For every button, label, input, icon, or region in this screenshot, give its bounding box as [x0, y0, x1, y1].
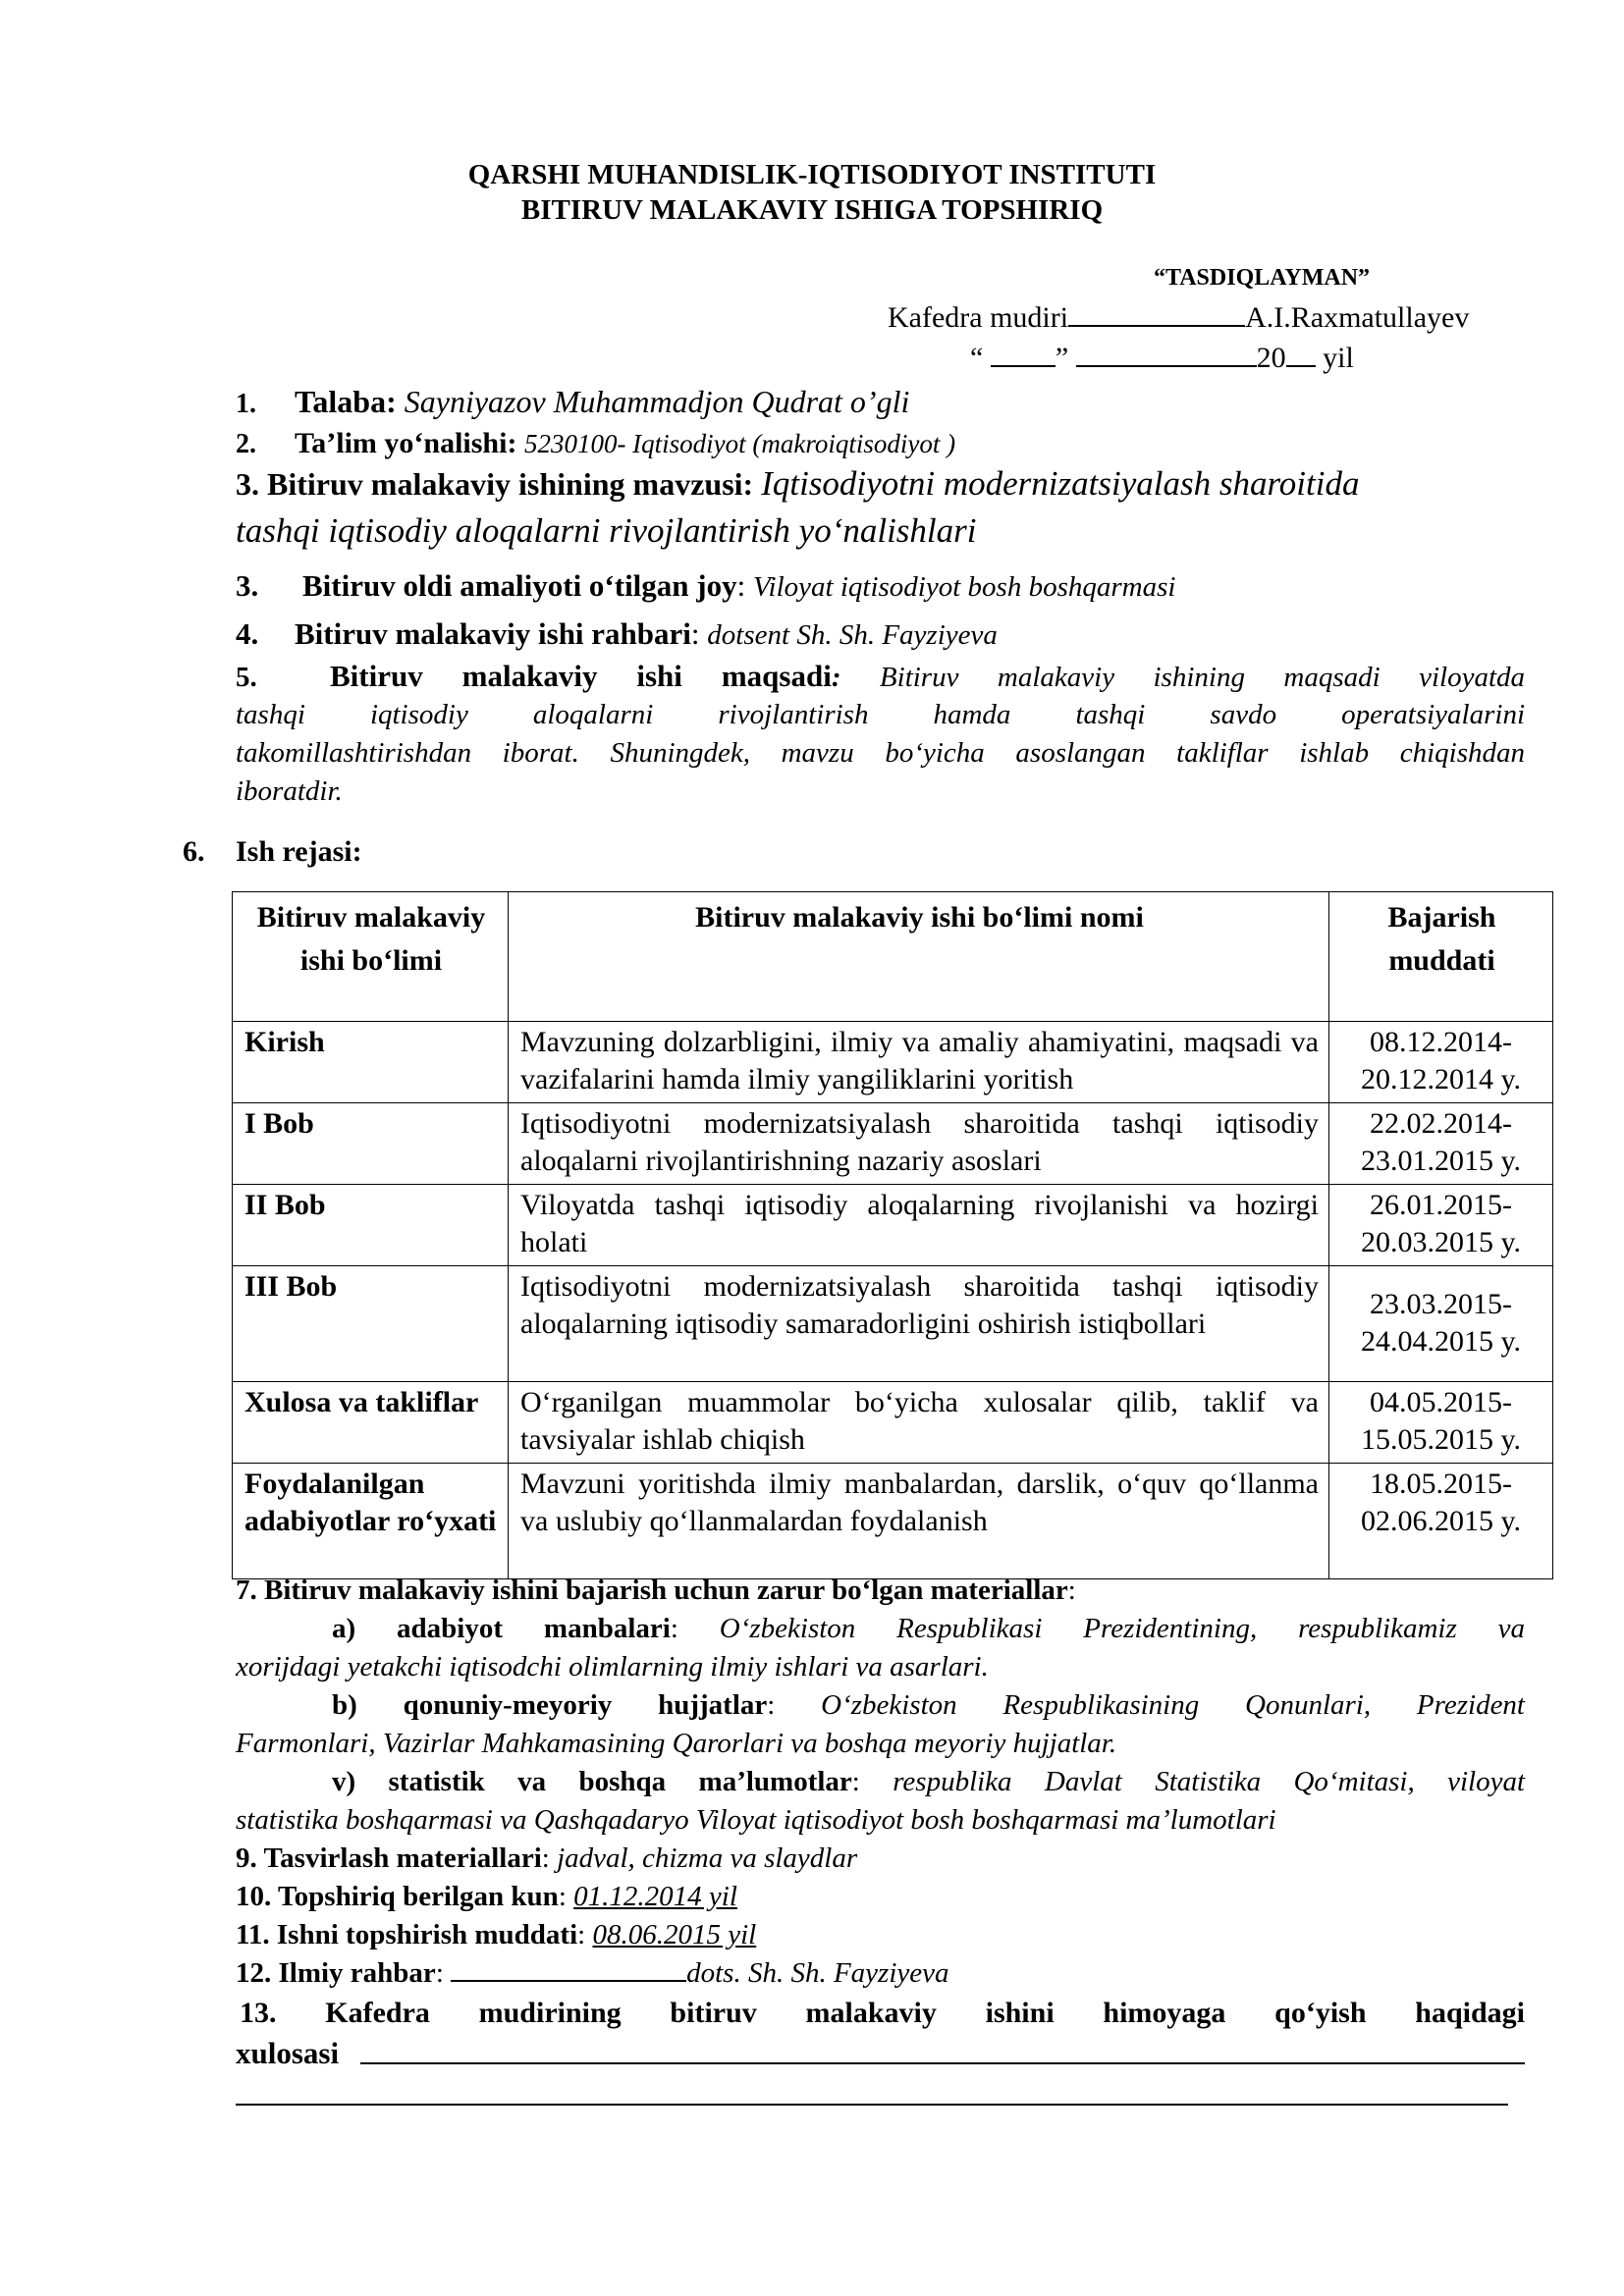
table-row [233, 1266, 1553, 1382]
term-cell: 22.02.2014-23.01.2015 y. [1329, 1103, 1553, 1185]
materials-heading [236, 1572, 1076, 1609]
signature-blank [1068, 299, 1245, 327]
table-row [233, 1103, 1553, 1185]
goal-line1 [236, 658, 1525, 696]
department-head-label: Kafedra mudiri [888, 301, 1069, 334]
title-cell: Iqtisodiyotni modernizatsiyalash sharoitida tashqi iqtisodiy aloqalarni rivojlantirishning nazariy asoslari [509, 1103, 1329, 1185]
visuals-line [236, 1840, 857, 1877]
item-direction [236, 425, 955, 463]
section-cell: Foydalanilgan adabiyotlar ro‘yxati [233, 1464, 509, 1579]
table-header-row [233, 892, 1553, 1022]
plan-heading [183, 833, 362, 871]
topic-value-line1: Iqtisodiyotni modernizatsiyalash sharoitida [761, 464, 1360, 503]
colon: : [558, 1881, 567, 1912]
issued-value: 01.12.2014 yil [573, 1881, 737, 1912]
section-cell: Xulosa va takliflar [233, 1382, 509, 1464]
issued-label: 10. Topshiriq berilgan kun [236, 1881, 559, 1912]
approval-stamp: “TASDIQLAYMAN” [1154, 265, 1371, 291]
advisor-value: dots. Sh. Sh. Fayziyeva [686, 1957, 949, 1989]
item-supervisor [236, 615, 998, 654]
issued-line [236, 1878, 737, 1915]
item-number: 4. [236, 616, 259, 651]
materials-a-label: a) adabiyot manbalari [332, 1613, 671, 1644]
colon: : [435, 1957, 444, 1989]
goal-text-line4: iboratdir. [236, 775, 343, 807]
materials-a-line1 [332, 1610, 1525, 1647]
close-quote: ” [1055, 342, 1069, 374]
visuals-value: jadval, chizma va slaydlar [557, 1842, 858, 1874]
document-title: BITIRUV MALAKAVIY ISHIGA TOPSHIRIQ [520, 194, 1104, 226]
colon: : [670, 1613, 678, 1644]
colon: : [541, 1842, 550, 1874]
item-practice [236, 567, 1175, 606]
goal-text-line3: takomillashtirishdan iborat. Shuningdek, mavzu bo‘yicha asoslangan takliflar ishlab chiqishdan [236, 737, 1525, 769]
section-cell: I Bob [233, 1103, 509, 1185]
title-cell: Mavzuning dolzarbligini, ilmiy va amaliy ahamiyatini, maqsadi va vazifalarini hamda ilmiy yangiliklarini yoritish [509, 1022, 1329, 1103]
deadline-value: 08.06.2015 yil [592, 1919, 757, 1950]
term-cell: 04.05.2015-15.05.2015 y. [1329, 1382, 1553, 1464]
supervisor-label: Bitiruv malakaviy ishi rahbari [295, 616, 691, 651]
materials-b-label: b) qonuniy-meyoriy hujjatlar [332, 1689, 768, 1721]
year-prefix: 20 [1256, 342, 1286, 374]
institute-name: QARSHI MUHANDISLIK-IQTISODIYOT INSTITUTI [467, 159, 1157, 190]
goal-text-line1: Bitiruv malakaviy ishining maqsadi viloyatda [879, 662, 1526, 693]
item-topic [236, 465, 1359, 503]
open-quote: “ [970, 342, 984, 374]
advisor-label: 12. Ilmiy rahbar [236, 1957, 436, 1989]
practice-value: Viloyat iqtisodiyot bosh boshqarmasi [753, 571, 1176, 603]
title-cell: Iqtisodiyotni modernizatsiyalash sharoitida tashqi iqtisodiy aloqalarning iqtisodiy samaradorligini oshirish istiqbollari [509, 1266, 1329, 1382]
title-cell: Viloyatda tashqi iqtisodiy aloqalarning rivojlanishi va hozirgi holati [509, 1185, 1329, 1266]
materials-b-text1: O‘zbekiston Respublikasining Qonunlari, Prezident [821, 1689, 1525, 1721]
materials-b-line1 [332, 1686, 1525, 1724]
materials-b-text2: Farmonlari, Vazirlar Mahkamasining Qarorlari va boshqa meyoriy hujjatlar. [236, 1728, 1117, 1759]
conclusion-line2: xulosasi [236, 2036, 340, 2070]
section-cell: Kirish [233, 1022, 509, 1103]
section-cell: III Bob [233, 1266, 509, 1382]
term-cell: 18.05.2015-02.06.2015 y. [1329, 1464, 1553, 1579]
materials-v-label: v) statistik va boshqa ma’lumotlar [332, 1766, 852, 1797]
colon: : [851, 1766, 860, 1797]
materials-v-line1 [332, 1763, 1525, 1800]
table-row [233, 1464, 1553, 1579]
work-plan-table [232, 891, 1553, 1579]
year-blank [1286, 340, 1316, 367]
item-number: 5. [236, 662, 257, 693]
title-cell: O‘rganilgan muammolar bo‘yicha xulosalar qilib, taklif va tavsiyalar ishlab chiqish [509, 1382, 1329, 1464]
plan-heading-label: Ish rejasi: [236, 835, 362, 868]
month-blank [1076, 340, 1257, 367]
title-cell: Mavzuni yoritishda ilmiy manbalardan, darslik, o‘quv qo‘llanma va uslubiy qo‘llanmalardan foydalanish [509, 1464, 1329, 1579]
table-row [233, 1382, 1553, 1464]
goal-label: Bitiruv malakaviy ishi maqsadi [330, 659, 832, 693]
advisor-signature-blank [451, 1956, 686, 1982]
table-row [233, 1022, 1553, 1103]
item-number: 1. [236, 389, 256, 419]
colon: : [767, 1689, 776, 1721]
column-header-section: Bitiruv malakaviy ishi bo‘limi [233, 892, 509, 1022]
visuals-label: 9. Tasvirlash materiallari [236, 1842, 542, 1874]
materials-a-text1: O‘zbekiston Respublikasi Prezidentining, respublikamiz va [719, 1613, 1525, 1644]
table-row [233, 1185, 1553, 1266]
materials-v-text2: statistika boshqarmasi va Qashqadaryo Viloyat iqtisodiyot bosh boshqarmasi ma’lumotlari [236, 1804, 1276, 1836]
direction-value: 5230100- Iqtisodiyot (makroiqtisodiyot ) [523, 429, 956, 458]
section-cell: II Bob [233, 1185, 509, 1266]
colon: : [1067, 1575, 1076, 1606]
approval-date-line [970, 340, 1354, 377]
item-number: 6. [183, 835, 205, 868]
colon: : [577, 1919, 586, 1950]
topic-value-line2: tashqi iqtisodiy aloqalarni rivojlantirish yo‘nalishlari [236, 511, 977, 550]
term-cell: 26.01.2015-20.03.2015 y. [1329, 1185, 1553, 1266]
item-student [236, 383, 909, 423]
supervisor-value: dotsent Sh. Sh. Fayziyeva [707, 619, 998, 651]
topic-label: 3. Bitiruv malakaviy ishining mavzusi: [236, 466, 754, 502]
advisor-line [236, 1954, 949, 1992]
column-header-term: Bajarish muddati [1329, 892, 1553, 1022]
term-cell: 08.12.2014-20.12.2014 y. [1329, 1022, 1553, 1103]
materials-label: 7. Bitiruv malakaviy ishini bajarish uchun zarur bo‘lgan materiallar [236, 1575, 1068, 1606]
term-cell: 23.03.2015-24.04.2015 y. [1329, 1266, 1553, 1382]
conclusion-line1: 13. Kafedra mudirining bitiruv malakaviy ishini himoyaga qo‘yish haqidagi [240, 1997, 1525, 2029]
item-number: 2. [236, 429, 256, 459]
day-blank [991, 340, 1056, 367]
colon: : [831, 662, 841, 693]
student-name: Sayniyazov Muhammadjon Qudrat o’gli [404, 384, 910, 419]
deadline-label: 11. Ishni topshirish muddati [236, 1919, 578, 1950]
year-suffix: yil [1323, 342, 1354, 374]
conclusion-blank-line2 [236, 2104, 1508, 2106]
column-header-title: Bitiruv malakaviy ishi bo‘limi nomi [509, 892, 1329, 1022]
conclusion-blank-line1 [360, 2062, 1525, 2064]
materials-v-text1: respublika Davlat Statistika Qo‘mitasi, viloyat [893, 1766, 1526, 1797]
item-number: 3. [236, 568, 259, 603]
department-head-line [888, 299, 1469, 337]
colon: : [736, 568, 746, 603]
practice-label: Bitiruv oldi amaliyoti o‘tilgan joy [302, 568, 737, 603]
department-head-name: A.I.Raxmatullayev [1245, 301, 1470, 334]
student-label: Talaba: [295, 384, 397, 419]
direction-label: Ta’lim yo‘nalishi: [295, 427, 517, 459]
deadline-line [236, 1916, 756, 1953]
materials-a-text2: xorijdagi yetakchi iqtisodchi olimlarning ilmiy ishlari va asarlari. [236, 1651, 989, 1682]
colon: : [690, 616, 700, 651]
goal-text-line2: tashqi iqtisodiy aloqalarni rivojlantirish hamda tashqi savdo operatsiyalarini [236, 699, 1525, 730]
